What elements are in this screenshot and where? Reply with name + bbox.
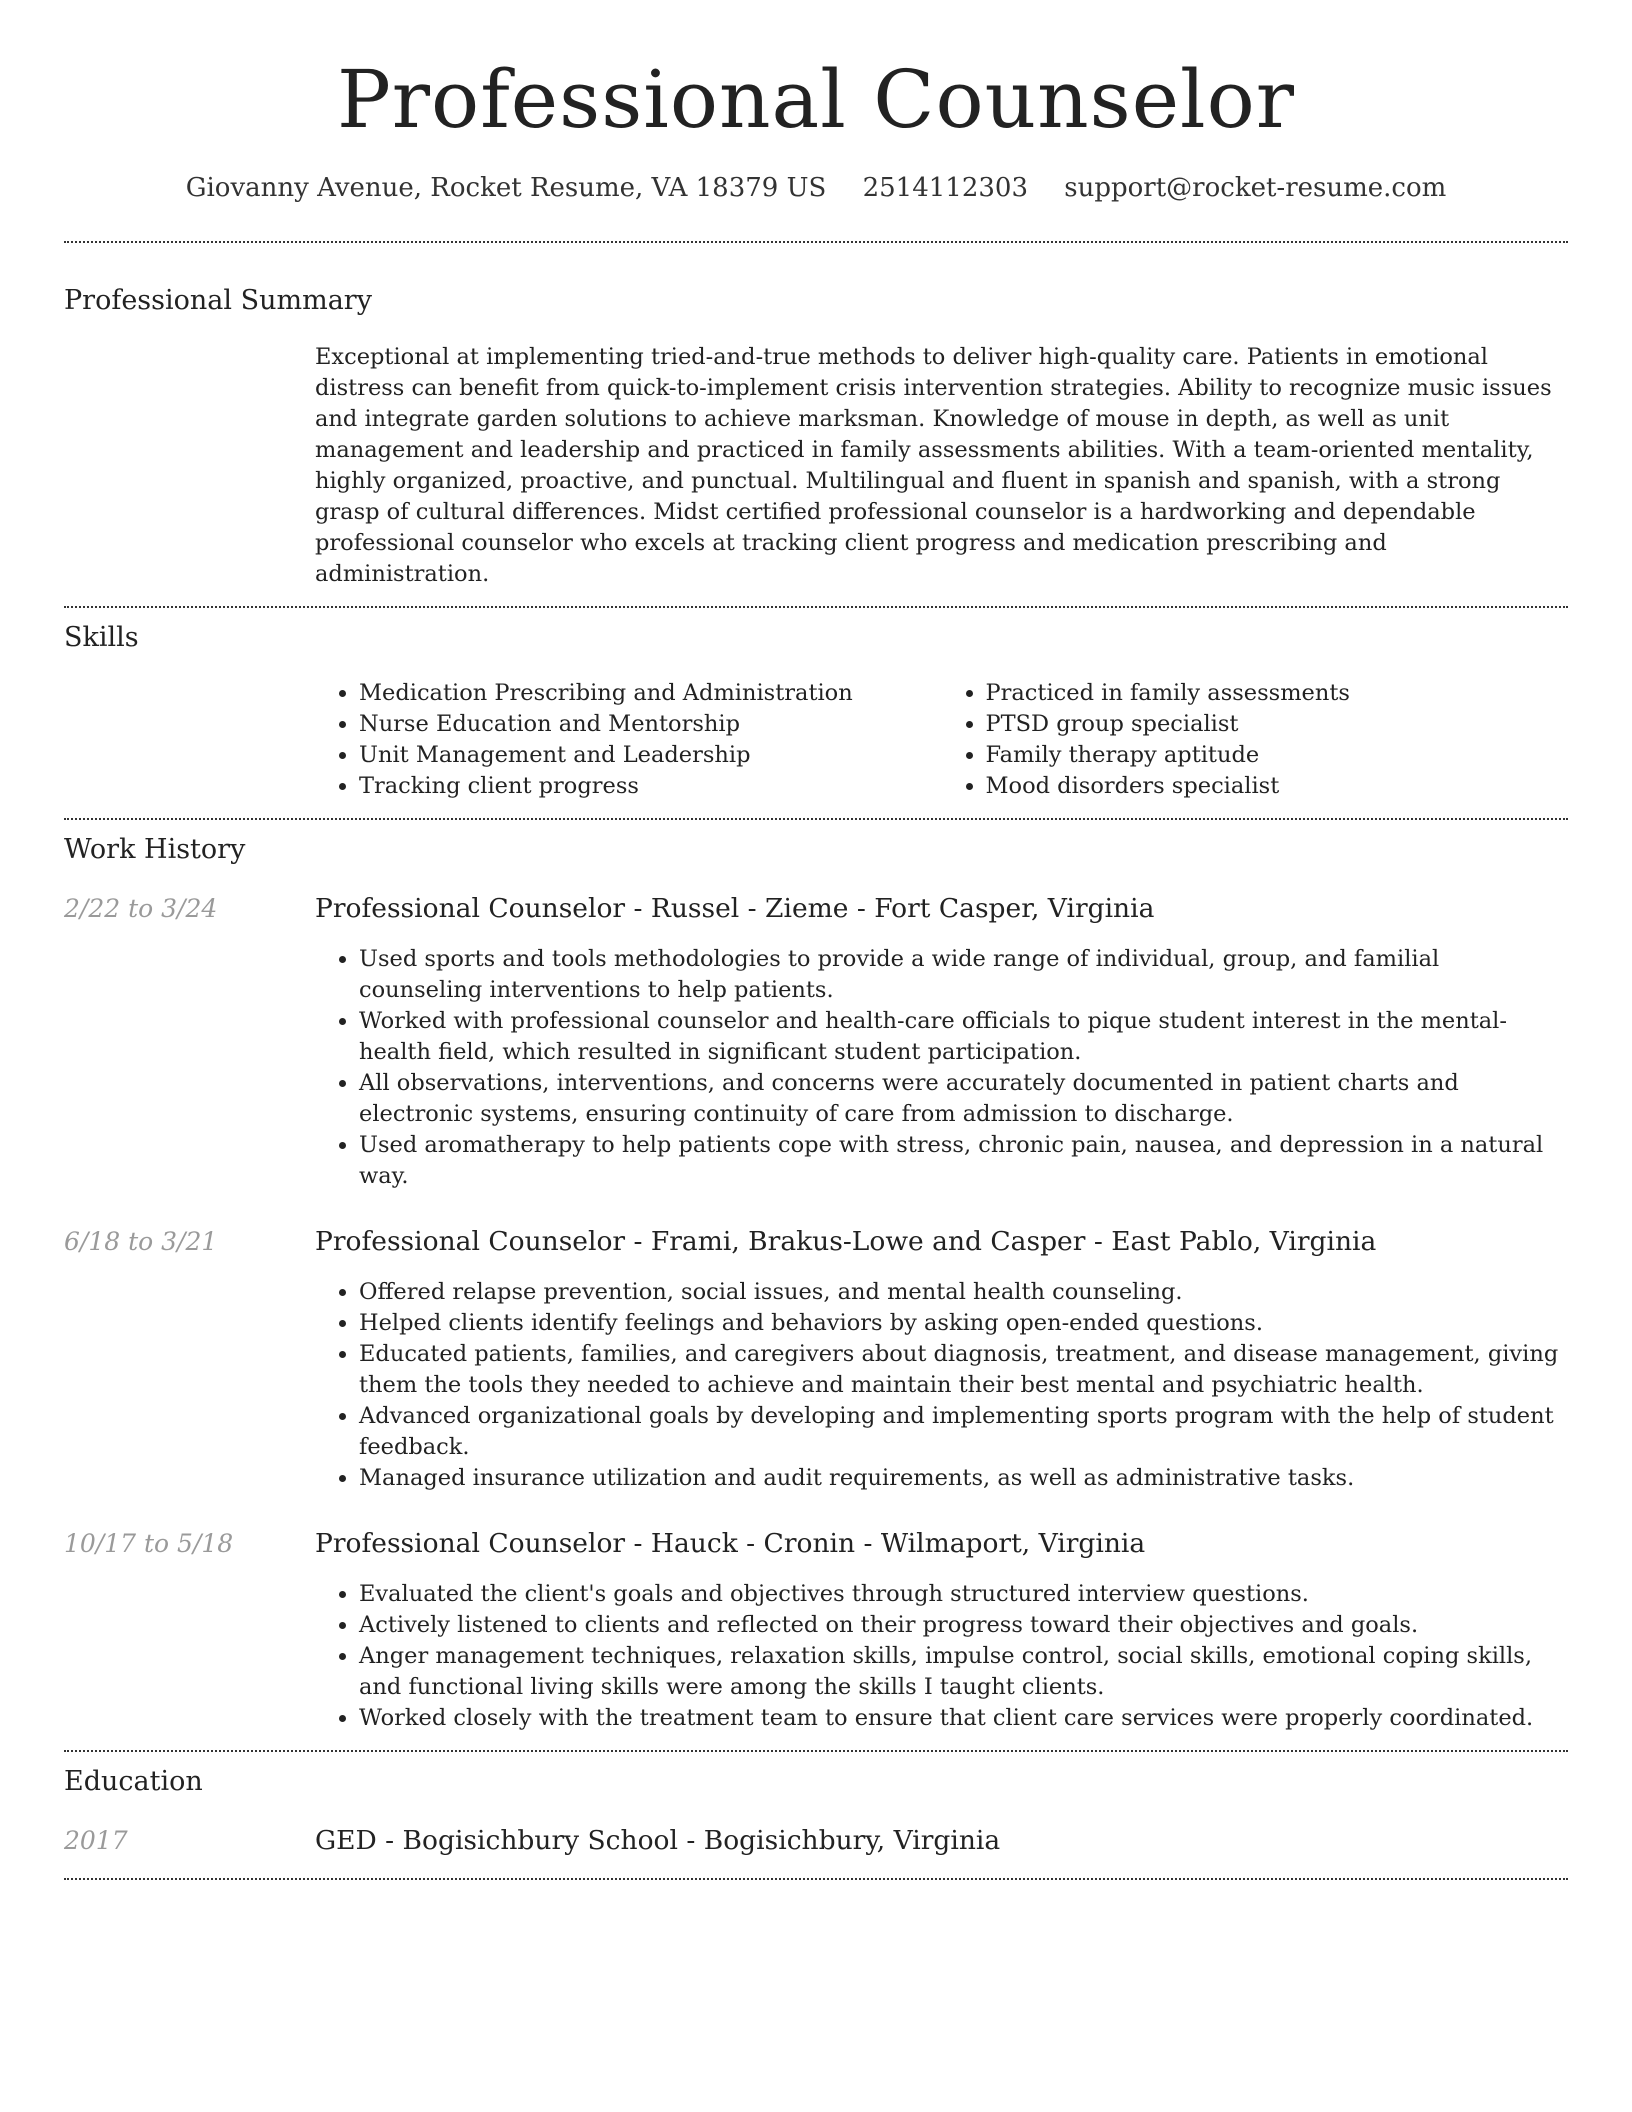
skill-item: • Family therapy aptitude xyxy=(986,740,1569,771)
divider xyxy=(64,241,1568,243)
job-heading: Professional Counselor - Frami, Brakus-Lowe and Casper - East Pablo, Virginia xyxy=(315,1226,1377,1257)
job-bullet: • All observations, interventions, and concerns were accurately documented in patient charts and electronic systems, ensuring continuity of care from admission to discharge. xyxy=(359,1068,1568,1130)
skill-item: • Medication Prescribing and Administration xyxy=(359,678,942,709)
job-bullets xyxy=(315,944,1568,1192)
skill-item: • Nurse Education and Mentorship xyxy=(359,709,942,740)
job-entry xyxy=(64,1528,1568,1734)
job-bullet: • Helped clients identify feelings and behaviors by asking open-ended questions. xyxy=(359,1308,1568,1339)
candidate-name: Professional Counselor xyxy=(336,53,1296,146)
summary-section xyxy=(64,285,1568,590)
work-history-section xyxy=(64,834,1568,1734)
section-title-summary: Professional Summary xyxy=(64,285,372,316)
skill-item: • Practiced in family assessments xyxy=(986,678,1569,709)
skills-list-left xyxy=(315,678,942,802)
section-title-work: Work History xyxy=(64,834,246,865)
job-heading: Professional Counselor - Hauck - Cronin - Wilmaport, Virginia xyxy=(315,1528,1146,1559)
divider xyxy=(64,818,1568,820)
job-bullets xyxy=(315,1579,1568,1734)
skill-item: • Tracking client progress xyxy=(359,771,942,802)
job-heading: Professional Counselor - Russel - Zieme - Fort Casper, Virginia xyxy=(315,893,1155,924)
resume-page xyxy=(64,0,1568,1880)
job-bullet: • Worked with professional counselor and health-care officials to pique student interest in the mental-health field, which resulted in significant student participation. xyxy=(359,1006,1568,1068)
job-bullet: • Actively listened to clients and reflected on their progress toward their objectives and goals. xyxy=(359,1610,1568,1641)
skill-item: • Unit Management and Leadership xyxy=(359,740,942,771)
job-bullet: • Used aromatherapy to help patients cope with stress, chronic pain, nausea, and depression in a natural way. xyxy=(359,1130,1568,1192)
contact-email[interactable]: support@rocket-resume.com xyxy=(1064,173,1447,203)
education-heading: GED - Bogisichbury School - Bogisichbury, Virginia xyxy=(315,1825,1001,1856)
education-year: 2017 xyxy=(64,1826,128,1855)
job-bullet: • Anger management techniques, relaxation skills, impulse control, social skills, emotional coping skills, and functional living skills were among the skills I taught clients. xyxy=(359,1641,1568,1703)
skills-list-right xyxy=(942,678,1569,802)
skill-item: • PTSD group specialist xyxy=(986,709,1569,740)
job-bullet: • Educated patients, families, and caregivers about diagnosis, treatment, and disease management, giving them the tools they needed to achieve and maintain their best mental and psychiatric health. xyxy=(359,1339,1568,1401)
job-entry xyxy=(64,1226,1568,1494)
divider xyxy=(64,1750,1568,1752)
job-dates: 6/18 to 3/21 xyxy=(64,1227,218,1256)
divider xyxy=(64,1878,1568,1880)
job-bullet: • Evaluated the client's goals and objectives through structured interview questions. xyxy=(359,1579,1568,1610)
contact-phone: 2514112303 xyxy=(862,173,1028,203)
job-bullets xyxy=(315,1277,1568,1494)
section-title-skills: Skills xyxy=(64,622,139,653)
job-bullet: • Advanced organizational goals by developing and implementing sports program with the help of student feedback. xyxy=(359,1401,1568,1463)
job-bullet: • Used sports and tools methodologies to provide a wide range of individual, group, and familial counseling interventions to help patients. xyxy=(359,944,1568,1006)
job-bullet: • Offered relapse prevention, social issues, and mental health counseling. xyxy=(359,1277,1568,1308)
summary-text: Exceptional at implementing tried-and-true methods to deliver high-quality care. Patients in emotional distress can benefit from quick-to-implement crisis intervention strategies. Ability to recognize music issues and integrate garden solutions to achieve marksman. Knowledge of mouse in depth, as well as unit management and leadership and practiced in family assessments abilities. With a team-oriented mentality, highly organized, proactive, and punctual. Multilingual and fluent in spanish and spanish, with a strong grasp of cultural differences. Midst certified professional counselor is a hardworking and dependable professional counselor who excels at tracking client progress and medication prescribing and administration. xyxy=(315,344,1552,587)
contact-line xyxy=(64,173,1568,203)
section-title-education: Education xyxy=(64,1766,203,1797)
contact-address: Giovanny Avenue, Rocket Resume, VA 18379 US xyxy=(185,173,827,203)
job-dates: 2/22 to 3/24 xyxy=(64,894,218,923)
education-section xyxy=(64,1766,1568,1856)
job-entry xyxy=(64,893,1568,1192)
skill-item: • Mood disorders specialist xyxy=(986,771,1569,802)
job-bullet: • Worked closely with the treatment team to ensure that client care services were properly coordinated. xyxy=(359,1703,1568,1734)
job-bullet: • Managed insurance utilization and audit requirements, as well as administrative tasks. xyxy=(359,1463,1568,1494)
job-dates: 10/17 to 5/18 xyxy=(64,1529,234,1558)
skills-section xyxy=(64,622,1568,802)
divider xyxy=(64,606,1568,608)
